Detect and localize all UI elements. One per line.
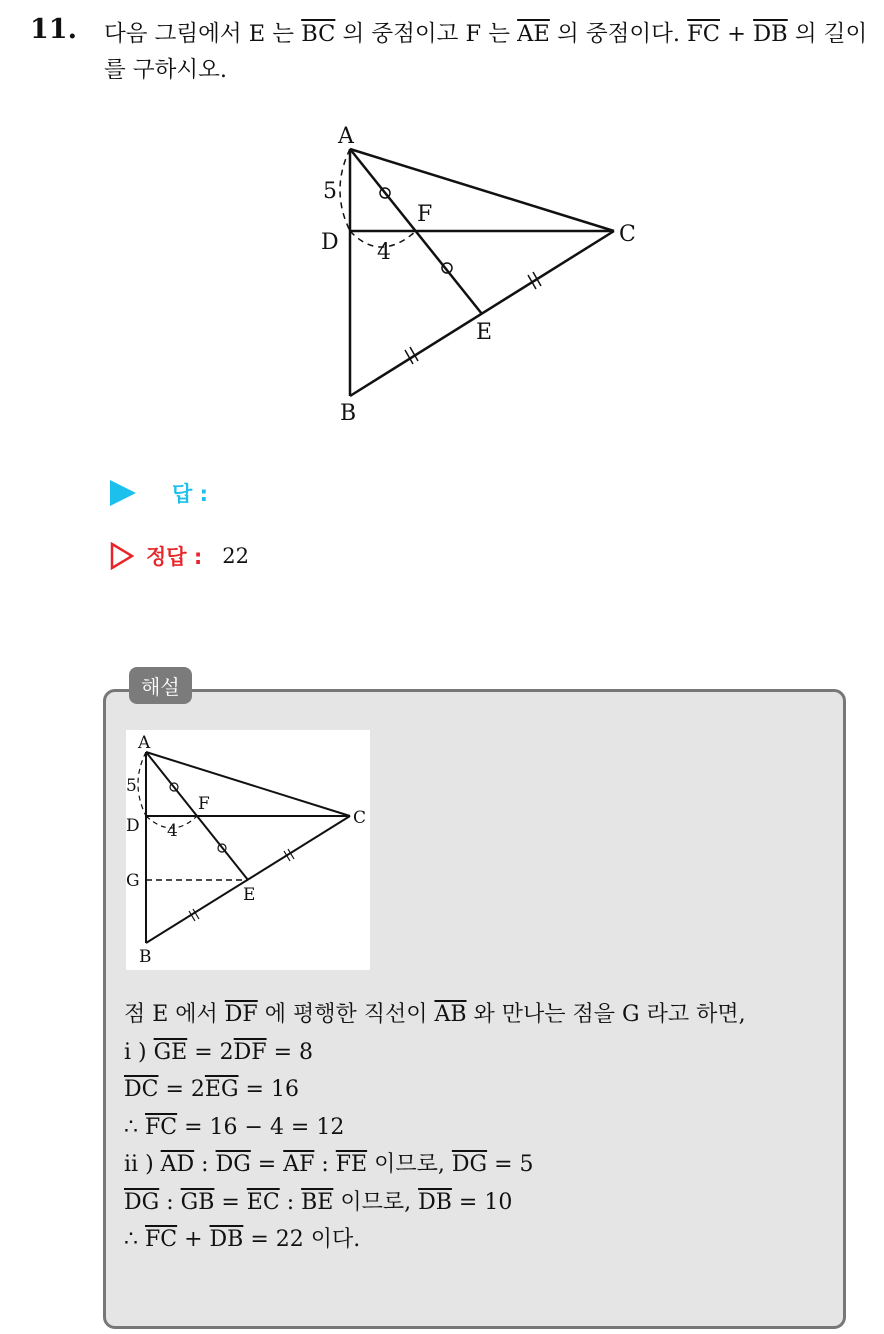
solution-line — [124, 1184, 834, 1222]
point-label-E: E — [476, 320, 493, 345]
solution-line — [124, 1109, 834, 1147]
text-run: = 8 — [266, 1039, 313, 1065]
text-run: : — [314, 1152, 336, 1177]
segment-name: $\overline{EC}$ — [246, 1189, 280, 1215]
segment-name: $\overline{FE}$ — [335, 1152, 368, 1177]
segment-name: $\overline{AD}$ — [160, 1152, 195, 1177]
answer-row — [110, 478, 208, 508]
point-label-B: B — [340, 401, 357, 426]
segment-name: $\overline{BE}$ — [301, 1189, 334, 1215]
tick-EC-2 — [533, 272, 541, 286]
solution-line — [124, 1034, 834, 1072]
segment-name: $\overline{AB}$ — [434, 1002, 467, 1027]
problem-figure — [300, 115, 660, 435]
text-run: = 2 — [187, 1039, 234, 1065]
segment-name: $\overline{DG}$ — [451, 1152, 488, 1177]
text-run: i ) — [124, 1039, 154, 1065]
sol-point-label-A: A — [138, 733, 151, 753]
text-run: = 16 — [238, 1077, 299, 1102]
solution-figure — [126, 730, 370, 970]
text-run: ∴ — [124, 1114, 145, 1140]
filled-triangle-icon — [110, 480, 136, 506]
segment-name: $\overline{FC}$ — [145, 1114, 178, 1140]
segment-name: $\overline{AE}$ — [517, 21, 550, 47]
solution-line — [124, 1146, 834, 1184]
point-label-D: D — [321, 230, 339, 255]
arc-AD — [340, 149, 350, 231]
segment-name: $\overline{DB}$ — [209, 1227, 244, 1252]
segment-name: $\overline{EG}$ — [204, 1077, 239, 1102]
text-run: = 22 이다. — [243, 1227, 361, 1252]
question-text — [104, 16, 874, 88]
sol-arc-label-DF: 4 — [167, 821, 178, 841]
segment-name: $\overline{GB}$ — [180, 1189, 215, 1215]
correct-answer-value: 22 — [222, 544, 250, 568]
segment-name: $\overline{BC}$ — [301, 21, 336, 47]
text-run: 이므로, — [367, 1152, 452, 1177]
text-run: 의 중점이고 F 는 — [335, 21, 518, 47]
sol-arc-AD — [138, 752, 146, 816]
segment-name: $\overline{DC}$ — [124, 1077, 159, 1102]
segment-name: $\overline{DG}$ — [124, 1189, 160, 1215]
segment-name: $\overline{DF}$ — [224, 1002, 258, 1027]
text-run: 의 중점이다. — [549, 21, 688, 47]
solution-line — [124, 1071, 834, 1109]
text-run: 점 E 에서 — [124, 1002, 225, 1027]
solution-text — [124, 996, 834, 1259]
outline-triangle-icon — [110, 542, 134, 570]
sol-arc-label-AD: 5 — [126, 776, 137, 796]
text-run: 에 평행한 직선이 — [257, 1002, 435, 1027]
text-run: ∴ — [124, 1227, 145, 1252]
sol-point-label-G: G — [126, 871, 140, 891]
sol-point-label-F: F — [198, 794, 210, 814]
correct-answer-label: 정답 : — [146, 545, 203, 569]
segment-name: $\overline{AF}$ — [283, 1152, 315, 1177]
text-run: = 16 − 4 = 12 — [177, 1114, 345, 1140]
point-label-C: C — [619, 222, 636, 247]
arc-label-AD: 5 — [323, 179, 337, 204]
segment-name: $\overline{GE}$ — [153, 1039, 188, 1065]
segment-name: $\overline{DB}$ — [753, 21, 788, 47]
point-label-F: F — [417, 202, 433, 227]
text-run: 다음 그림에서 E 는 — [104, 21, 302, 47]
segment-name: $\overline{FC}$ — [687, 21, 720, 47]
sol-point-label-C: C — [353, 808, 367, 828]
text-run: = — [250, 1152, 284, 1177]
segment-name: $\overline{DF}$ — [233, 1039, 267, 1065]
text-run: = 2 — [158, 1077, 205, 1102]
text-run: = 10 — [451, 1189, 513, 1215]
text-run: : — [194, 1152, 216, 1177]
text-run: = — [214, 1189, 247, 1215]
sol-point-label-E: E — [243, 885, 256, 905]
question-number: 11. — [30, 14, 77, 45]
point-label-A: A — [338, 124, 354, 149]
sol-point-label-B: B — [139, 947, 152, 967]
answer-label: 답 : — [172, 482, 208, 506]
tick-EC-1 — [528, 275, 536, 289]
text-run: + — [719, 21, 754, 47]
text-run: : — [159, 1189, 181, 1215]
text-run: 의 길이를 구하시오. — [104, 21, 868, 83]
segment-name: $\overline{DB}$ — [418, 1189, 452, 1215]
text-run: = 5 — [487, 1152, 534, 1177]
sol-point-label-D: D — [126, 816, 140, 836]
text-run: ii ) — [124, 1152, 161, 1177]
correct-answer-row — [110, 541, 249, 571]
arc-label-DF: 4 — [377, 240, 391, 265]
text-run: 이므로, — [333, 1189, 419, 1215]
solution-line — [124, 1221, 834, 1259]
solution-line — [124, 996, 834, 1034]
segment-name: $\overline{FC}$ — [145, 1227, 178, 1252]
text-run: 와 만나는 점을 G 라고 하면, — [466, 1002, 746, 1027]
solution-tag: 해설 — [129, 667, 192, 704]
text-run: + — [177, 1227, 210, 1252]
text-run: : — [279, 1189, 302, 1215]
segment-name: $\overline{DG}$ — [215, 1152, 251, 1177]
